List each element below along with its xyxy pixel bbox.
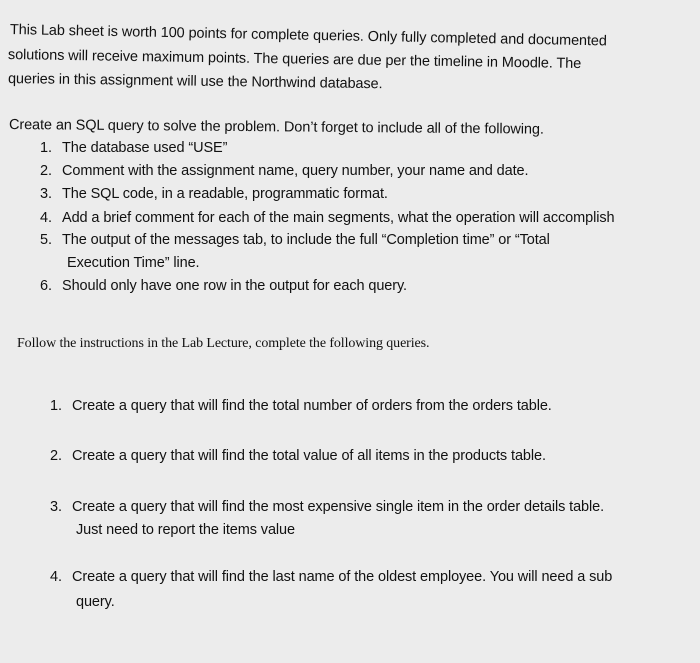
- requirement-item: [40, 186, 388, 202]
- query-number: 1.: [50, 398, 62, 414]
- requirement-continuation: Execution Time” line.: [67, 255, 200, 271]
- requirement-text: Add a brief comment for each of the main segments, what the operation will accomplish: [62, 210, 615, 226]
- intro-line-3: queries in this assignment will use the Northwind database.: [7, 71, 383, 93]
- requirement-number: 4.: [40, 210, 52, 226]
- requirement-item: [40, 232, 550, 248]
- requirement-text: Comment with the assignment name, query number, your name and date.: [62, 163, 529, 179]
- requirement-item: [40, 140, 227, 156]
- query-text: Create a query that will find the total number of orders from the orders table.: [72, 398, 552, 414]
- requirement-text: Should only have one row in the output for each query.: [62, 278, 407, 294]
- requirement-text: The database used “USE”: [62, 140, 228, 156]
- requirement-item: [40, 163, 528, 179]
- query-continuation: Just need to report the items value: [76, 522, 295, 538]
- requirement-item: [40, 210, 614, 226]
- query-continuation: query.: [76, 594, 115, 610]
- query-number: 3.: [50, 499, 62, 515]
- query-text: Create a query that will find the most expensive single item in the order details table.: [72, 499, 605, 515]
- instructions-line: Follow the instructions in the Lab Lecture, complete the following queries.: [17, 336, 430, 351]
- requirement-number: 3.: [40, 186, 52, 202]
- requirement-item: [40, 278, 407, 294]
- query-number: 4.: [50, 569, 62, 585]
- query-item: [50, 499, 604, 515]
- requirements-heading: Create an SQL query to solve the problem. Don’t forget to include all of the following.: [8, 117, 544, 138]
- query-text: Create a query that will find the total value of all items in the products table.: [72, 448, 546, 464]
- requirement-number: 6.: [40, 278, 52, 294]
- requirement-text: The SQL code, in a readable, programmatic format.: [62, 186, 388, 202]
- requirement-number: 5.: [40, 232, 52, 248]
- query-item: [50, 448, 546, 464]
- intro-line-2: solutions will receive maximum points. The queries are due per the timeline in Moodle. The: [7, 47, 582, 73]
- query-text: Create a query that will find the last name of the oldest employee. You will need a sub: [72, 569, 613, 585]
- requirement-number: 1.: [40, 140, 52, 156]
- query-item: [50, 569, 612, 585]
- requirement-number: 2.: [40, 163, 52, 179]
- query-item: [50, 398, 552, 414]
- intro-line-1: This Lab sheet is worth 100 points for complete queries. Only fully completed and documented: [9, 22, 607, 50]
- requirement-text: The output of the messages tab, to include the full “Completion time” or “Total: [62, 232, 550, 248]
- query-number: 2.: [50, 448, 62, 464]
